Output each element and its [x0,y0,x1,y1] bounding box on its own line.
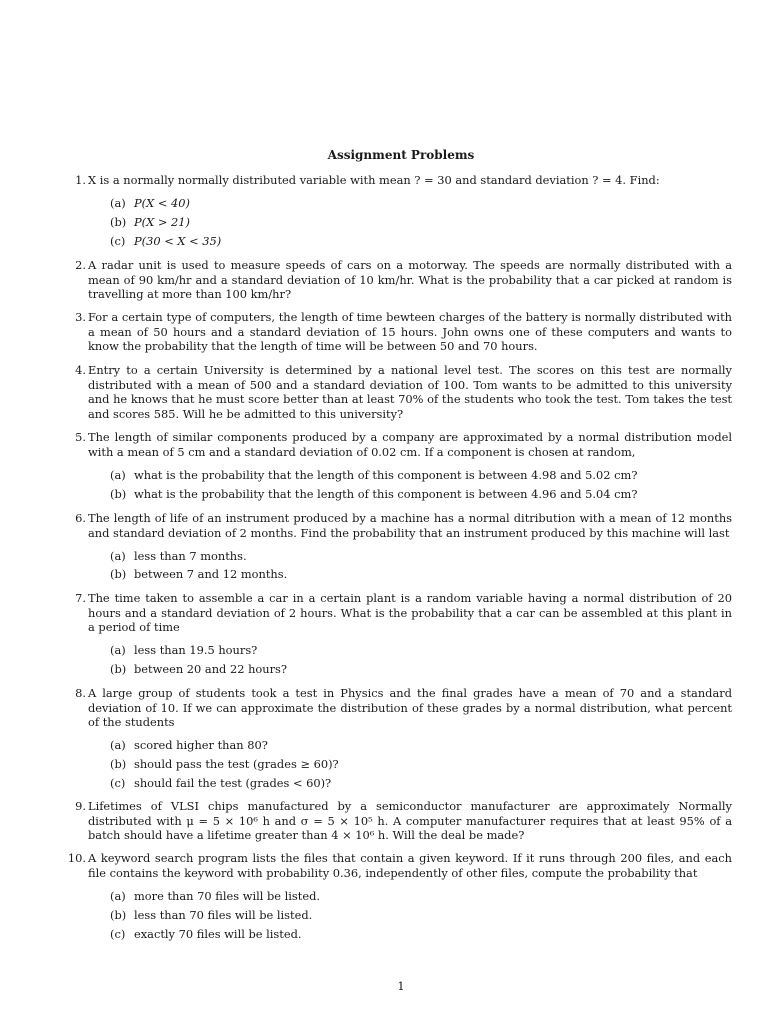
part-text: between 20 and 22 hours? [134,662,287,676]
problem-3 [75,310,732,354]
part-text: P(X > 21) [134,215,190,229]
problem-10-part-a [110,889,730,904]
part-text: what is the probability that the length of this component is between 4.96 and 5.04 cm? [134,487,638,501]
problem-number: 7. [75,591,86,605]
part-text: should fail the test (grades < 60)? [134,776,332,790]
problem-1-part-b [110,215,730,230]
problem-number: 4. [75,363,86,377]
problem-text: Lifetimes of VLSI chips manufactured by a semiconductor manufacturer are approximately Normally distributed with μ = 5 × 10⁶ h and σ = 5 × 10⁵ h. A computer manufacturer requires that at least 95% of a batch should have a lifetime greater than 4 × 10⁶ h. Will the deal be made? [88,799,732,843]
problem-number: 10. [67,851,86,865]
part-text: P(X < 40) [134,196,190,210]
part-label: (a) [110,468,126,482]
problem-1-part-c [110,234,730,249]
part-label: (b) [110,567,127,581]
part-label: (b) [110,908,127,922]
problem-number: 3. [75,310,86,324]
part-label: (c) [110,234,126,248]
problem-6 [75,511,732,540]
part-text: what is the probability that the length of this component is between 4.98 and 5.02 cm? [134,468,638,482]
part-label: (c) [110,776,126,790]
problem-10-part-b [110,908,730,923]
part-label: (b) [110,487,127,501]
part-label: (a) [110,738,126,752]
part-label: (b) [110,215,127,229]
problem-number: 2. [75,258,86,272]
problem-7-part-a [110,643,730,658]
problem-text: For a certain type of computers, the length of time bewteen charges of the battery is normally distributed with a mean of 50 hours and a standard deviation of 15 hours. John owns one of these computers and wants to know the probability that the length of time will be between 50 and 70 hours. [88,310,732,354]
problem-6-part-a [110,549,730,564]
problem-text: The length of similar components produced by a company are approximated by a normal distribution model with a mean of 5 cm and a standard deviation of 0.02 cm. If a component is chosen at random, [88,430,732,459]
part-label: (a) [110,889,126,903]
part-text: less than 19.5 hours? [134,643,258,657]
part-label: (a) [110,196,126,210]
problem-7-part-b [110,662,730,677]
problem-9 [75,799,732,843]
part-text: exactly 70 files will be listed. [134,927,302,941]
part-label: (c) [110,927,126,941]
part-text: should pass the test (grades ≥ 60)? [134,757,339,771]
problem-4 [75,363,732,421]
part-label: (b) [110,662,127,676]
problem-number: 6. [75,511,86,525]
part-text: between 7 and 12 months. [134,567,288,581]
problem-text: A large group of students took a test in Physics and the final grades have a mean of 70 and a standard deviation of 10. If we can approximate the distribution of these grades by a normal distribution, what percent of the students [88,686,732,730]
problem-text: The length of life of an instrument produced by a machine has a normal ditribution with a mean of 12 months and standard deviation of 2 months. Find the probability that an instrument produced by this machine will last [88,511,732,540]
problem-number: 9. [75,799,86,813]
problem-8-part-c [110,776,730,791]
problem-8-part-b [110,757,730,772]
problem-5 [75,430,732,459]
part-text: less than 7 months. [134,549,247,563]
page-title: Assignment Problems [327,148,475,162]
problem-text: The time taken to assemble a car in a certain plant is a random variable having a normal distribution of 20 hours and a standard deviation of 2 hours. What is the probability that a car can be assembled at this plant in a period of time [88,591,732,635]
problem-number: 1. [75,173,86,187]
problem-2 [75,258,732,302]
part-text: less than 70 files will be listed. [134,908,313,922]
problem-8-part-a [110,738,730,753]
problem-text: Entry to a certain University is determined by a national level test. The scores on this test are normally distributed with a mean of 500 and a standard deviation of 100. Tom wants to be admitted to this university and he knows that he must score better than at least 70% of the students who took the test. Tom takes the test and scores 585. Will he be admitted to this university? [88,363,732,421]
part-text: more than 70 files will be listed. [134,889,321,903]
problem-10 [67,851,732,880]
problem-5-part-a [110,468,730,483]
problem-8 [75,686,732,730]
part-label: (a) [110,643,126,657]
problem-7 [75,591,732,635]
problem-1-part-a [110,196,730,211]
problem-number: 5. [75,430,86,444]
problem-number: 8. [75,686,86,700]
part-text: P(30 < X < 35) [134,234,222,248]
problem-text: A keyword search program lists the files that contain a given keyword. If it runs through 200 files, and each file contains the keyword with probability 0.36, independently of other files, compute the probability that [88,851,732,880]
page-number: 1 [397,979,405,993]
problem-text: X is a normally normally distributed variable with mean ? = 30 and standard deviation ? = 4. Find: [88,173,660,187]
part-label: (a) [110,549,126,563]
part-label: (b) [110,757,127,771]
problem-5-part-b [110,487,730,502]
part-text: scored higher than 80? [134,738,268,752]
problem-6-part-b [110,567,730,582]
problem-1 [75,173,732,188]
problem-10-part-c [110,927,730,942]
problem-text: A radar unit is used to measure speeds of cars on a motorway. The speeds are normally distributed with a mean of 90 km/hr and a standard deviation of 10 km/hr. What is the probability that a car picked at random is travelling at more than 100 km/hr? [88,258,732,302]
